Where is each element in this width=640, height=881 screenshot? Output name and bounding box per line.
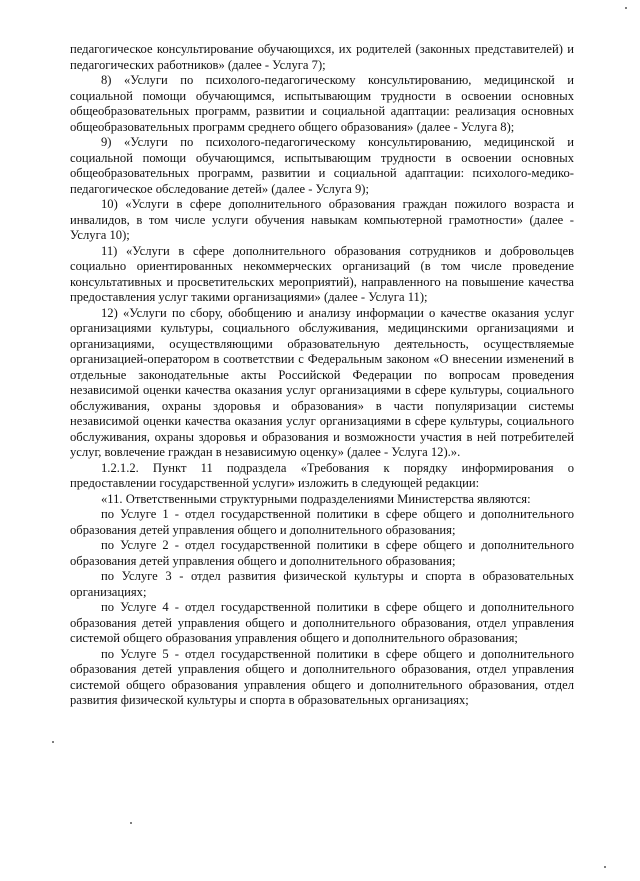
paragraph-service-3: по Услуге 3 - отдел развития физической культуры и спорта в образовательных организациях; — [70, 569, 574, 599]
scan-speck — [604, 866, 606, 868]
paragraph-service-5: по Услуге 5 - отдел государственной политики в сфере общего и дополнительного образования детей управления общего и дополнительного образования, отдел управления системой общего образования управления общего и дополнительного образования, отдел развития физической культуры и спорта в образовательных организациях; — [70, 646, 574, 707]
document-body — [70, 42, 574, 709]
scan-speck — [625, 7, 627, 9]
scan-speck — [130, 822, 132, 824]
paragraph-item-12: 12) «Услуги по сбору, обобщению и анализу информации о качестве оказания услуг организациями культуры, социального обслуживания, медицинскими организациями и организациями, осуществляющими образовательную деятельность, осуществляемые организацией-оператором в соответствии с Федеральным законом «О внесении изменений в отдельные законодательные акты Российской Федерации по вопросам проведения независимой оценки качества оказания услуг организациями в сфере культуры, социального обслуживания, охраны здоровья и образования» в части популяризации системы независимой оценки качества оказания услуг организациями в сфере культуры, социального обслуживания, охраны здоровья и образования и возможности участия в ней потребителей услуг, вовлечение граждан в независимую оценку» (далее - Услуга 12).». — [70, 305, 574, 459]
paragraph-1-2-1-2: 1.2.1.2. Пункт 11 подраздела «Требования к порядку информирования о предоставлении государственной услуги» изложить в следующей редакции: — [70, 460, 574, 490]
paragraph-service-2: по Услуге 2 - отдел государственной политики в сфере общего и дополнительного образования детей управления общего и дополнительного образования; — [70, 538, 574, 568]
paragraph-item-10: 10) «Услуги в сфере дополнительного образования граждан пожилого возраста и инвалидов, в том числе услуги обучения навыкам компьютерной грамотности» (далее - Услуга 10); — [70, 197, 574, 242]
paragraph-point-11: «11. Ответственными структурными подразделениями Министерства являются: — [101, 491, 531, 506]
paragraph-continuation: педагогическое консультирование обучающихся, их родителей (законных представителей) и педагогических работников» (далее - Услуга 7); — [70, 42, 574, 72]
paragraph-item-8: 8) «Услуги по психолого-педагогическому консультированию, медицинской и социальной помощи обучающимся, испытывающим трудности в освоении основных общеобразовательных программ, развитии и социальной адаптации: реализация основных общеобразовательных программ среднего общего образования» (далее - Услуга 8); — [70, 73, 574, 134]
paragraph-item-9: 9) «Услуги по психолого-педагогическому консультированию, медицинской и социальной помощи обучающимся, испытывающим трудности в освоении основных общеобразовательных программ, развитии и социальной адаптации: психолого-медико-педагогическое обследование детей» (далее - Услуга 9); — [70, 135, 574, 196]
paragraph-service-4: по Услуге 4 - отдел государственной политики в сфере общего и дополнительного образования детей управления общего и дополнительного образования, отдел управления системой общего образования управления общего и дополнительного образования; — [70, 600, 574, 645]
paragraph-item-11: 11) «Услуги в сфере дополнительного образования сотрудников и добровольцев социально ориентированных некоммерческих организаций (в том числе проведение консультативных и просветительских мероприятий), направленного на повышение качества предоставления услуг такими организациями» (далее - Услуга 11); — [70, 243, 574, 304]
scan-speck — [52, 741, 54, 743]
paragraph-service-1: по Услуге 1 - отдел государственной политики в сфере общего и дополнительного образования детей управления общего и дополнительного образования; — [70, 507, 574, 537]
